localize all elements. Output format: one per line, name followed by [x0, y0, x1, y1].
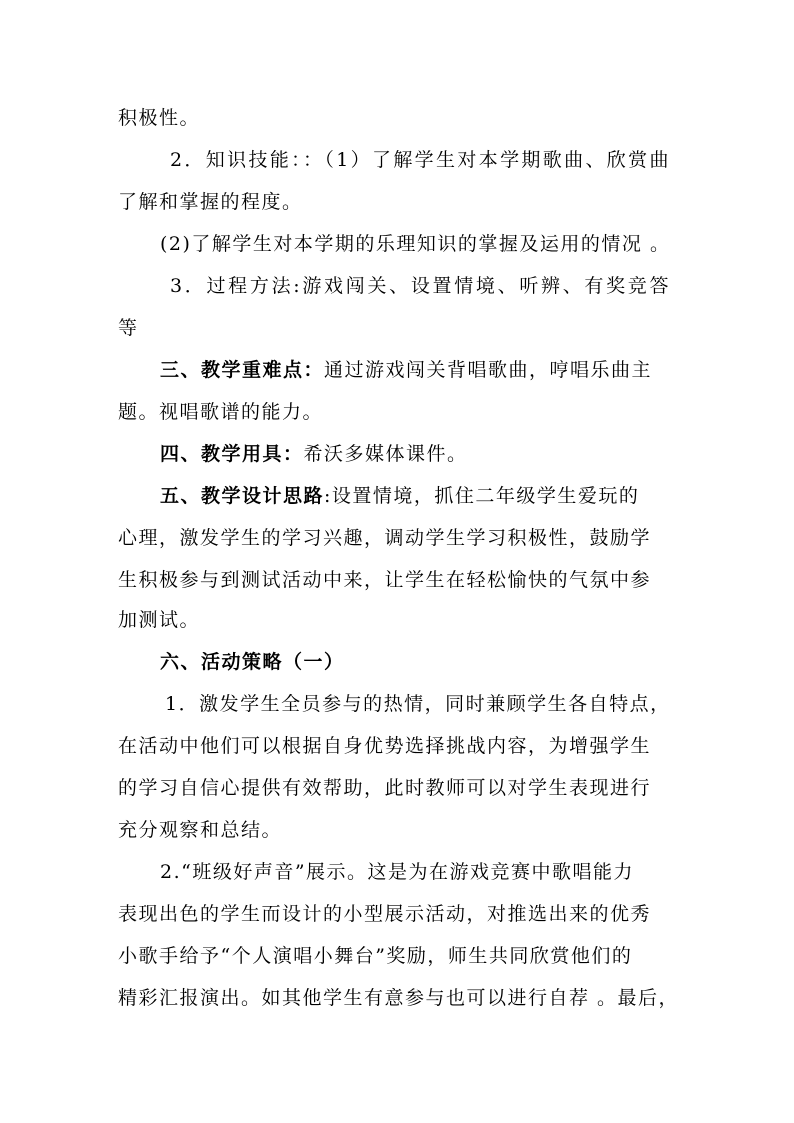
line-text: 了解和掌握的程度。: [118, 191, 303, 213]
section-heading-line: [160, 356, 680, 384]
line-text: 心理，激发学生的学习兴趣，调动学生学习积极性，鼓励学: [118, 527, 652, 549]
text-line: [118, 398, 678, 426]
line-text: 等: [118, 317, 139, 339]
section-heading: 六、活动策略（一）: [160, 651, 345, 673]
text-line: [170, 146, 670, 174]
section-heading: 三、教学重难点：: [160, 359, 325, 381]
section-text: :设置情境，抓住二年级学生爱玩的: [324, 485, 640, 507]
text-line: [118, 732, 678, 760]
section-heading-line: [160, 440, 680, 468]
line-text: 的学习自信心提供有效帮助，此时教师可以对学生表现进行: [118, 777, 652, 799]
section-text: 通过游戏闯关背唱歌曲，哼唱乐曲主: [324, 359, 653, 381]
text-line: [118, 942, 678, 970]
line-text: (2)了解学生对本学期的乐理知识的掌握及运用的情况 。: [160, 233, 671, 255]
line-text: 精彩汇报演出。如其他学生有意参与也可以进行自荐 。最后，: [118, 987, 680, 1009]
text-line: [170, 272, 670, 300]
section-heading: 五、教学设计思路: [160, 485, 325, 507]
text-line: [165, 690, 670, 718]
section-text: 希沃多媒体课件。: [303, 443, 468, 465]
text-line: [160, 858, 680, 886]
text-line: [160, 230, 680, 258]
line-text: 1．激发学生全员参与的热情，同时兼顾学生各自特点，: [165, 693, 671, 715]
text-line: [118, 816, 678, 844]
line-text: 题。视唱歌谱的能力。: [118, 401, 324, 423]
line-text: 2.“班级好声音”展示。这是为在游戏竞赛中歌唱能力: [160, 861, 635, 883]
text-line: [118, 104, 678, 132]
text-line: [118, 606, 678, 634]
section-heading: 四、教学用具：: [160, 443, 304, 465]
section-heading-line: [160, 648, 680, 676]
text-line: [118, 900, 678, 928]
line-text: 在活动中他们可以根据自身优势选择挑战内容，为增强学生: [118, 735, 652, 757]
section-heading-line: [160, 482, 680, 510]
line-text: 表现出色的学生而设计的小型展示活动，对推选出来的优秀: [118, 903, 652, 925]
text-line: [118, 524, 678, 552]
text-line: [118, 984, 678, 1012]
line-text: 充分观察和总结。: [118, 819, 283, 841]
line-text: 3．过程方法:游戏闯关、设置情境、听辨、有奖竞答: [170, 275, 670, 297]
text-line: [118, 774, 678, 802]
text-line: [118, 314, 678, 342]
line-text: 加测试。: [118, 609, 201, 631]
text-line: [118, 188, 678, 216]
text-line: [118, 566, 678, 594]
line-text: 积极性。: [118, 107, 201, 129]
line-text: 小歌手给予“个人演唱小舞台”奖励，师生共同欣赏他们的: [118, 945, 633, 967]
line-text: 2．知识技能：：（1）了解学生对本学期歌曲、欣赏曲: [170, 149, 670, 171]
line-text: 生积极参与到测试活动中来，让学生在轻松愉快的气氛中参: [118, 569, 652, 591]
